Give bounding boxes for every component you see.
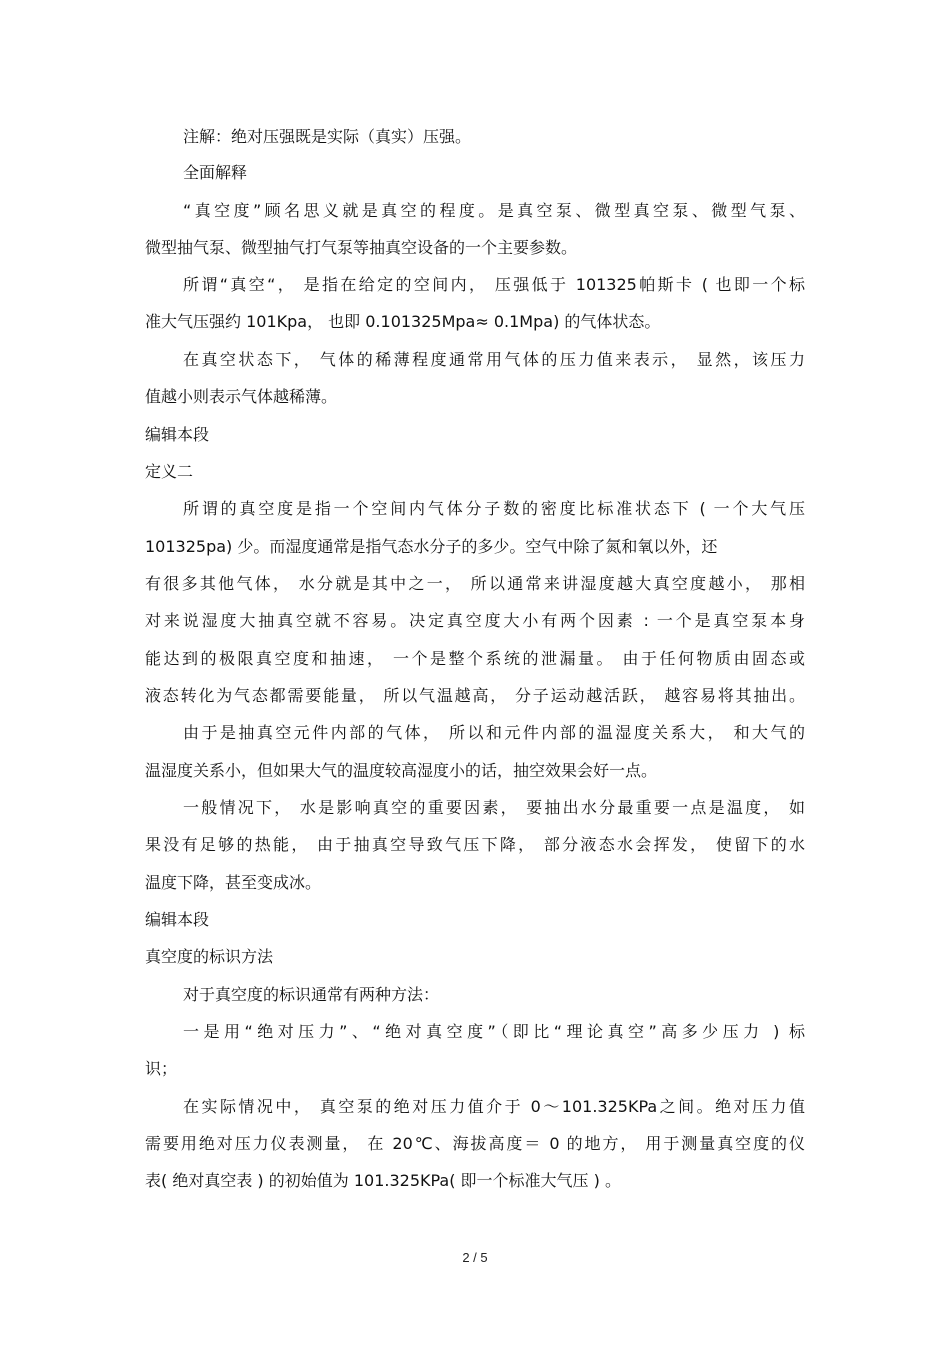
text-line: 值越小则表示气体越稀薄。 [145, 387, 338, 406]
text-line: 有很多其他气体， 水分就是其中之一， 所以通常来讲湿度越大真空度越小， 那相 [145, 574, 805, 593]
text-line: “真空度”顾名思义就是真空的程度。是真空泵、微型真空泵、微型气泵、 [183, 201, 805, 220]
text-line: 对于真空度的标识通常有两种方法： [183, 985, 440, 1004]
text-line: 准大气压强约 101Kpa， 也即 0.101325Mpa≈ 0.1Mpa) 的气体状态。 [145, 312, 661, 331]
text-line: 表( 绝对真空表 ) 的初始值为 101.325KPa( 即一个标准大气压 ) 。 [145, 1171, 621, 1190]
section-heading: 真空度的标识方法 [145, 947, 274, 966]
text-line: 所谓的真空度是指一个空间内气体分子数的密度比标准状态下 ( 一个大气压 [183, 499, 805, 518]
text-line: 101325pa) 少。而湿度通常是指气态水分子的多少。空气中除了氮和氧以外，还 [145, 537, 718, 556]
text-line: 所谓“真空“， 是指在给定的空间内， 压强低于 101325帕斯卡 ( 也即一个标 [183, 275, 805, 294]
text-line: 一般情况下， 水是影响真空的重要因素， 要抽出水分最重要一点是温度， 如 [183, 798, 805, 817]
section-heading: 定义二 [145, 462, 194, 481]
text-line: 能达到的极限真空度和抽速， 一个是整个系统的泄漏量。 由于任何物质由固态或 [145, 649, 805, 668]
text-line: 全面解释 [183, 163, 248, 182]
section-label: 编辑本段 [145, 910, 210, 929]
page-number: 2 / 5 [462, 1250, 488, 1265]
text-line: 需要用绝对压力仪表测量， 在 20℃、海拔高度＝ 0 的地方， 用于测量真空度的仪 [145, 1134, 805, 1153]
text-line: 温度下降，甚至变成冰。 [145, 873, 322, 892]
text-line: 液态转化为气态都需要能量， 所以气温越高， 分子运动越活跃， 越容易将其抽出。 [145, 686, 805, 705]
text-line: 在实际情况中， 真空泵的绝对压力值介于 0～101.325KPa之间。绝对压力值 [183, 1097, 805, 1116]
text-line: 微型抽气泵、微型抽气打气泵等抽真空设备的一个主要参数。 [145, 238, 578, 257]
text-line: 注解：绝对压强既是实际（真实）压强。 [183, 127, 472, 146]
text-line: 一是用“绝对压力”、“绝对真空度”（即比“理论真空”高多少压力 ) 标 [183, 1022, 805, 1041]
text-line: 在真空状态下， 气体的稀薄程度通常用气体的压力值来表示， 显然，该压力 [183, 350, 805, 369]
text-line: 果没有足够的热能， 由于抽真空导致气压下降， 部分液态水会挥发， 使留下的水 [145, 835, 805, 854]
text-line: 识； [145, 1059, 178, 1078]
text-line: 温湿度关系小，但如果大气的温度较高湿度小的话，抽空效果会好一点。 [145, 761, 658, 780]
text-line: 对来说湿度大抽真空就不容易。决定真空度大小有两个因素 : 一个是真空泵本身 [145, 611, 805, 630]
text-line: 由于是抽真空元件内部的气体， 所以和元件内部的温湿度关系大， 和大气的 [183, 723, 805, 742]
section-label: 编辑本段 [145, 425, 210, 444]
